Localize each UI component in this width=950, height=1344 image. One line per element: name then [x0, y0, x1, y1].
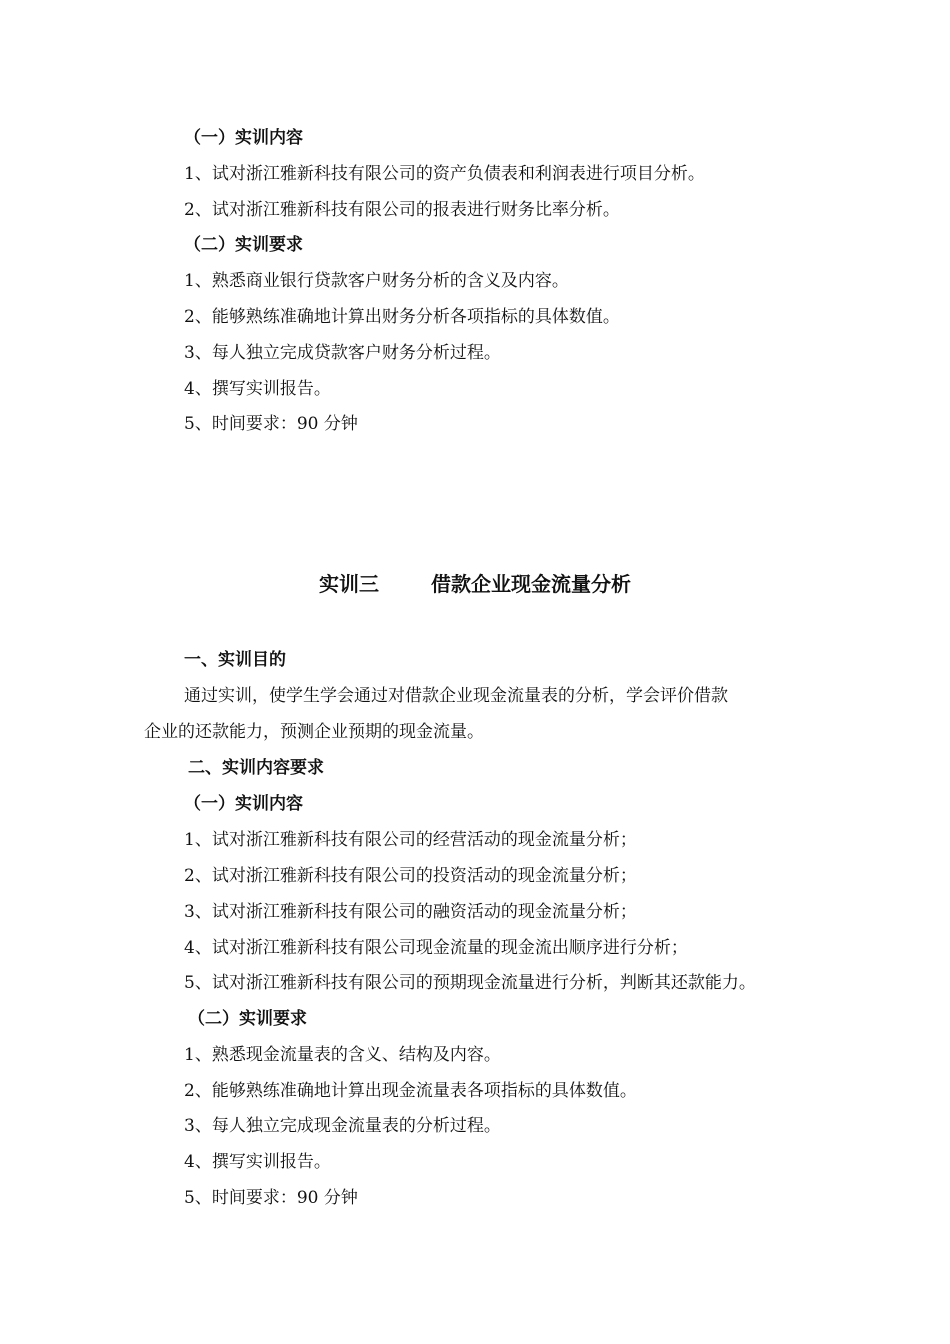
requirement-item: 1、熟悉现金流量表的含义、结构及内容。 [184, 1045, 501, 1065]
requirement-item: 4、撰写实训报告。 [184, 1152, 331, 1172]
section-title-text: 借款企业现金流量分析 [431, 572, 631, 596]
purpose-heading: 一、实训目的 [184, 650, 286, 670]
purpose-paragraph-line: 通过实训，使学生学会通过对借款企业现金流量表的分析，学会评价借款 [184, 686, 728, 706]
content-item: 2、试对浙江雅新科技有限公司的投资活动的现金流量分析； [184, 866, 637, 886]
content-item: 3、试对浙江雅新科技有限公司的融资活动的现金流量分析； [184, 902, 637, 922]
requirement-item: 3、每人独立完成现金流量表的分析过程。 [184, 1116, 501, 1136]
section-title-number: 实训三 [319, 572, 379, 596]
requirement-item: 5、时间要求：90 分钟 [184, 414, 358, 434]
content-heading-3: （一）实训内容 [184, 794, 303, 814]
content-item: 2、试对浙江雅新科技有限公司的报表进行财务比率分析。 [184, 200, 620, 220]
content-item: 5、试对浙江雅新科技有限公司的预期现金流量进行分析，判断其还款能力。 [184, 973, 756, 993]
purpose-paragraph-line: 企业的还款能力，预测企业预期的现金流量。 [144, 722, 484, 742]
requirement-item: 2、能够熟练准确地计算出财务分析各项指标的具体数值。 [184, 307, 620, 327]
requirement-item: 2、能够熟练准确地计算出现金流量表各项指标的具体数值。 [184, 1081, 637, 1101]
section-title [0, 570, 950, 598]
requirement-item: 5、时间要求：90 分钟 [184, 1188, 358, 1208]
requirement-item: 4、撰写实训报告。 [184, 379, 331, 399]
requirement-item: 1、熟悉商业银行贷款客户财务分析的含义及内容。 [184, 271, 569, 291]
requirements-heading-1: （二）实训要求 [184, 235, 303, 255]
content-item: 1、试对浙江雅新科技有限公司的资产负债表和利润表进行项目分析。 [184, 164, 705, 184]
requirement-item: 3、每人独立完成贷款客户财务分析过程。 [184, 343, 501, 363]
content-item: 4、试对浙江雅新科技有限公司现金流量的现金流出顺序进行分析； [184, 938, 688, 958]
content-heading-1: （一）实训内容 [184, 128, 303, 148]
content-requirements-heading: 二、实训内容要求 [188, 758, 324, 778]
requirements-heading-3: （二）实训要求 [188, 1009, 307, 1029]
content-item: 1、试对浙江雅新科技有限公司的经营活动的现金流量分析； [184, 830, 637, 850]
